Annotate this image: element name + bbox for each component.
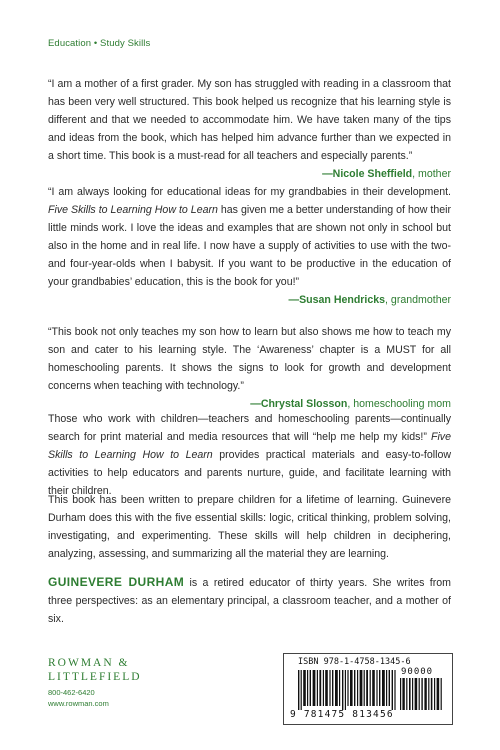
summary-paragraph: This book has been written to prepare children for a lifetime of learning. Guinevere Durham does this with the five essential skills: logic, critical thinking, problem solving, investigating, and experimenting. These skills will help children in deciphering, analyzing, assessing, and summarizing all the material they are learning.	[48, 494, 451, 560]
review-2	[48, 183, 451, 309]
review-3-quote: “This book not only teaches my son how to learn but also shows me how to teach my son and cater to his learning style. The ‘Awareness’ chapter is a MUST for all homeschooling parents. It shows the signs to look for growth and development concerns when teaching with technology.”	[48, 326, 451, 392]
description-end: provides practical materials and easy-to-follow activities to help educators and parents nurture, guide, and facilitate learning with their children.	[48, 449, 451, 497]
publisher-logo-line1: ROWMAN &	[48, 657, 130, 669]
review-1-attribution	[48, 165, 451, 183]
review-1-role: , mother	[412, 168, 451, 180]
description-start: Those who work with children—teachers and homeschooling parents—continually search for print material and media resources that will “help me help my kids!”	[48, 413, 451, 443]
author-bio-text: is a retired educator of thirty years. She writes from three perspectives: as an elementary principal, a classroom teacher, and a mother of six.	[48, 577, 451, 625]
description-title: Five Skills to Learning How to Learn	[48, 431, 451, 461]
isbn-label: ISBN 978-1-4758-1345-6	[298, 657, 411, 667]
review-2-quote-title: Five Skills to Learning How to Learn	[48, 204, 218, 216]
description-paragraph	[48, 410, 451, 500]
review-2-name: —Susan Hendricks	[288, 294, 386, 306]
review-3-role: , homeschooling mom	[347, 398, 451, 410]
review-3-name: —Chrystal Slosson	[250, 398, 348, 410]
review-2-quote-start: “I am always looking for educational ideas for my grandbabies in their development.	[48, 186, 451, 198]
barcode-addon-digits: 90000	[401, 667, 434, 677]
review-1-quote: “I am a mother of a first grader. My son has struggled with reading in a classroom that has been very well structured. This book helped us recognize that his learning style is different and that we needed to accommodate him. We have taken many of the tips and ideas from the book, which has helped him advance further than we expected in a short time. This book is a must-read for all teachers and especially parents.”	[48, 78, 451, 162]
barcode-bars-addon	[400, 678, 444, 710]
barcode-bars-main	[298, 670, 396, 710]
review-2-role: , grandmother	[385, 294, 451, 306]
isbn-barcode	[283, 653, 453, 725]
publisher-logo-line2: LITTLEFIELD	[48, 671, 142, 683]
review-3	[48, 323, 451, 413]
review-1	[48, 75, 451, 183]
review-1-name: —Nicole Sheffield	[322, 168, 413, 180]
publisher-phone: 800-462-6420	[48, 688, 95, 697]
author-bio	[48, 573, 451, 628]
review-2-attribution	[48, 291, 451, 309]
category-label: Education • Study Skills	[48, 38, 151, 49]
author-name: GUINEVERE DURHAM	[48, 575, 185, 589]
barcode-ean-digits: 9 781475 813456	[290, 709, 394, 720]
review-2-quote-end: has given me a better understanding of how their little minds work. I love the ideas and examples that are shown not only in school but also in the home and in real life. I now have a supply of activities to use with the two- and four-year-olds when I babysit. If you want to be productive in the education of your grandbabies’ education, this is the book for you!”	[48, 204, 451, 288]
publisher-block	[48, 656, 142, 709]
review-2-quote	[48, 183, 451, 291]
publisher-website: www.rowman.com	[48, 699, 109, 708]
